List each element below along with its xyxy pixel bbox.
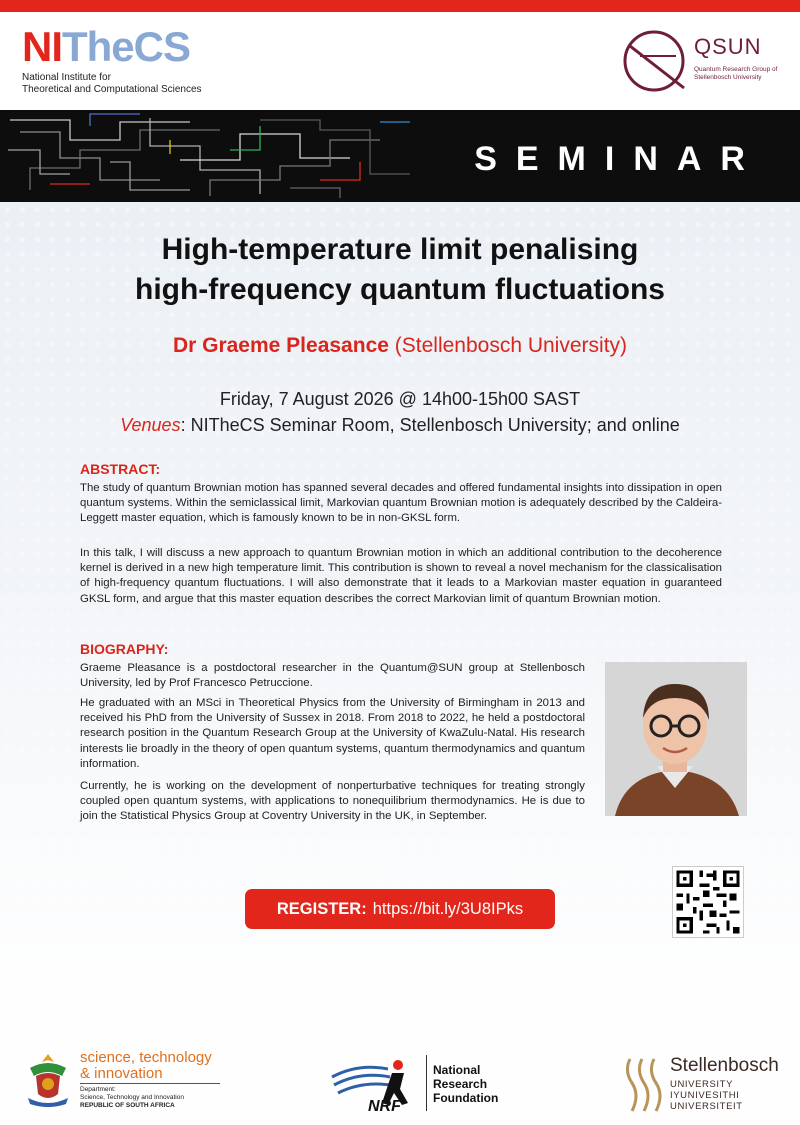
- qr-code[interactable]: [672, 866, 744, 938]
- dsti-line-1: science, technology: [80, 1049, 212, 1066]
- nrf-line-3: Foundation: [433, 1091, 499, 1105]
- venue-text: : NITheCS Seminar Room, Stellenbosch University; and online: [180, 415, 680, 435]
- dsti-logo: [20, 1050, 220, 1110]
- seminar-label: SEMINAR: [474, 140, 764, 178]
- dsti-dept-1: Department:: [80, 1086, 116, 1093]
- dsti-divider: [80, 1083, 220, 1084]
- nithecs-wordmark: NITheCS: [22, 23, 191, 70]
- speaker-portrait-icon: [605, 662, 747, 816]
- biography-paragraph-1: Graeme Pleasance is a postdoctoral researcher in the Quantum@SUN group at Stellenbosch University, led by Prof Francesco Petruccione.: [80, 662, 585, 690]
- talk-venue: [40, 415, 760, 436]
- coat-of-arms-icon: [20, 1050, 76, 1110]
- su-line-1: UNIVERSITY: [670, 1079, 734, 1090]
- su-line-2: IYUNIVESITHI: [670, 1090, 740, 1101]
- qsun-name: QSUN: [694, 34, 762, 59]
- top-accent-bar: [0, 0, 800, 12]
- nithecs-logo: [22, 23, 202, 96]
- abstract-paragraph-2: In this talk, I will discuss a new approach to quantum Brownian motion in which an additional contribution to the decoherence kernel is derived in a new high temperature limit. This contribution is shown to reveal a novel mechanism for the classicalisation of high-frequency quantum fluctuations. I will also demonstrate that it leads to a Markovian master equation in guaranteed GKSL form, and argue that this master equation describes the correct Markovian limit of quantum Brownian motion.: [80, 547, 722, 605]
- qsun-subtitle: Quantum Research Group of Stellenbosch University: [694, 66, 778, 81]
- speaker-photo: [605, 662, 747, 816]
- nrf-line-2: Research: [433, 1077, 488, 1091]
- talk-title-line-1: High-temperature limit penalising: [161, 233, 639, 266]
- venue-label: Venues: [120, 415, 181, 435]
- dsti-dept-2: Science, Technology and Innovation: [80, 1094, 184, 1101]
- register-link[interactable]: https://bit.ly/3U8IPks: [372, 899, 524, 918]
- abstract-paragraph-1: The study of quantum Brownian motion has spanned several decades and offered fundamental insights into dissipation in open quantum systems. Within the semiclassical limit, Markovian quantum Brownian motion is adequately described by the Caldeira-Leggett master equation, which is famously known to be in non-GKSL form.: [80, 482, 722, 525]
- register-label: REGISTER:: [276, 899, 367, 918]
- nrf-emblem-icon: [328, 1055, 424, 1115]
- biography-paragraph-3: Currently, he is working on the development of nonperturbative techniques for treating strongly coupled open quantum systems, with applications to nonequilibrium thermodynamics. He is due to join the Statistical Physics Group at Coventry University in the UK, in September.: [80, 780, 585, 823]
- speaker-affiliation: (Stellenbosch University): [394, 334, 628, 357]
- circuit-pattern-icon: [0, 110, 420, 202]
- nithecs-subtitle-1: National Institute for: [22, 72, 111, 83]
- talk-title-line-2: high-frequency quantum fluctuations: [135, 273, 665, 306]
- nrf-divider: [426, 1055, 427, 1111]
- stellenbosch-logo: [622, 1055, 792, 1115]
- dsti-line-2: & innovation: [80, 1065, 163, 1082]
- speaker-name: Dr Graeme Pleasance: [172, 334, 389, 357]
- qr-code-icon: [673, 867, 743, 937]
- su-line-3: UNIVERSITEIT: [670, 1101, 743, 1112]
- stellenbosch-emblem-icon: [622, 1055, 666, 1115]
- dsti-dept-3: REPUBLIC OF SOUTH AFRICA: [80, 1102, 175, 1109]
- qsun-logo: [618, 26, 788, 96]
- speaker: [40, 334, 760, 358]
- biography-paragraph-2: He graduated with an MSci in Theoretical Physics from the University of Birmingham in 2013 and received his PhD from the University of Sussex in 2018. From 2018 to 2022, he held a postdoctoral research position in the Quantum Research Group at the University of KwaZulu-Natal. His research interests lie broadly in the theory of open quantum systems, quantum thermodynamics and quantum information.: [80, 697, 585, 770]
- seminar-banner: [0, 110, 800, 202]
- nithecs-subtitle-2: Theoretical and Computational Sciences: [22, 84, 202, 95]
- qsun-emblem-icon: [618, 26, 694, 96]
- talk-datetime: Friday, 7 August 2026 @ 14h00-15h00 SAST: [219, 389, 581, 409]
- register-button[interactable]: [245, 889, 555, 929]
- nrf-logo: [328, 1055, 508, 1115]
- nrf-line-1: National: [433, 1063, 481, 1077]
- talk-title: [40, 230, 760, 310]
- su-name: Stellenbosch: [670, 1055, 779, 1076]
- svg-text:NRF: NRF: [368, 1098, 401, 1115]
- abstract-heading: ABSTRACT:: [80, 461, 161, 477]
- biography-heading: BIOGRAPHY:: [80, 641, 169, 657]
